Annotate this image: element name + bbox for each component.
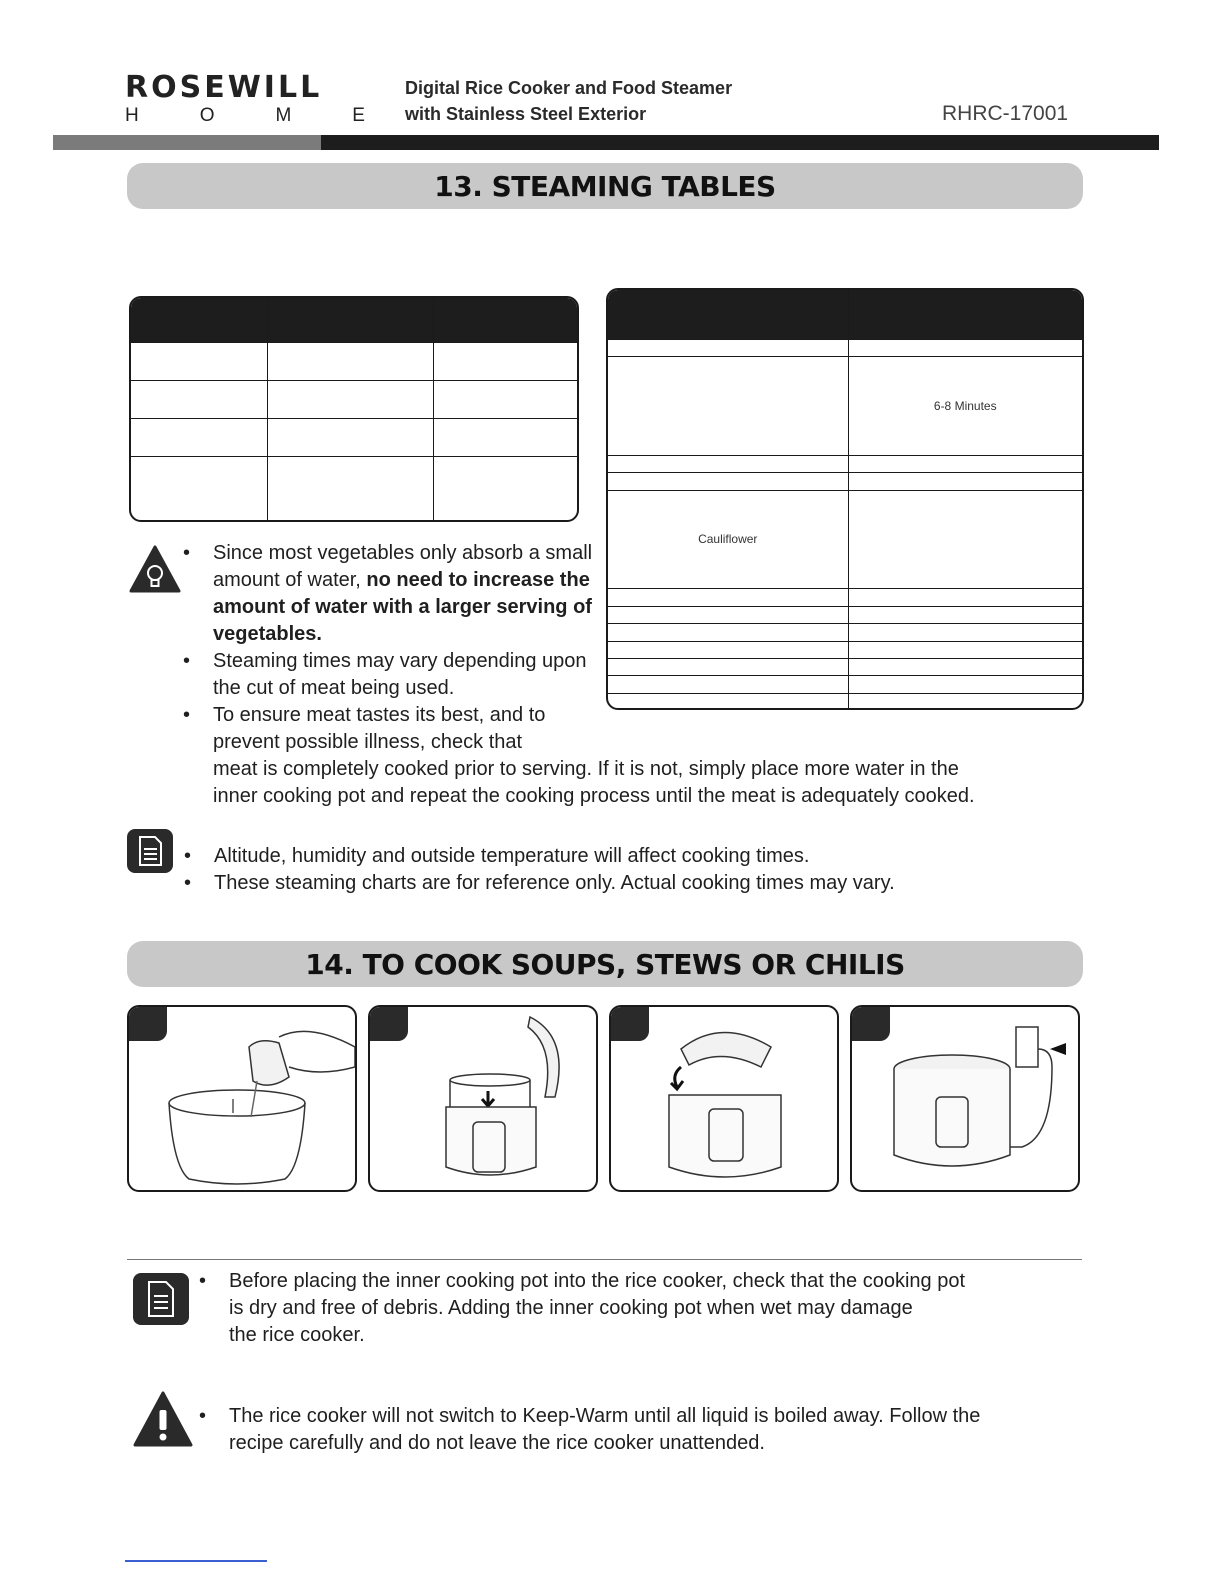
product-title: Digital Rice Cooker and Food Steamer with Stainless Steel Exterior xyxy=(405,78,733,124)
note-bullets-2 xyxy=(199,1268,1109,1349)
table-row xyxy=(608,339,1082,356)
header-bar-black xyxy=(321,135,1159,150)
section-divider xyxy=(127,1259,1082,1260)
table-header-cell xyxy=(848,290,1082,339)
step-4-illustration xyxy=(850,1005,1080,1192)
steaming-table-vegetables xyxy=(606,288,1084,710)
table-row xyxy=(608,589,1082,606)
list-item: • Steaming times may vary depending upon the cut of meat being used. xyxy=(183,650,587,699)
note-bullets xyxy=(184,843,1094,897)
header-bar-grey xyxy=(53,135,321,150)
steaming-table-meat xyxy=(129,296,579,522)
table-row xyxy=(131,380,577,418)
table-row xyxy=(131,456,577,520)
exclamation-warning-icon xyxy=(132,1390,194,1448)
table-row xyxy=(608,641,1082,658)
pour-water-icon xyxy=(129,1007,357,1192)
list-item: • These steaming charts are for reference only. Actual cooking times may vary. xyxy=(184,872,895,894)
brand-letter: M xyxy=(275,105,292,126)
plug-in-icon xyxy=(852,1007,1080,1192)
tip-bullet-continued: prevent possible illness, check that meat is completely cooked prior to serving. If it is not, simply place more water in the inner cooking pot and repeat the cooking process until the meat is adequately cooked. xyxy=(213,731,975,807)
table-header-cell xyxy=(267,298,433,342)
footer-link-line xyxy=(125,1560,267,1562)
table-header-cell xyxy=(433,298,577,342)
insert-pot-icon xyxy=(370,1007,598,1192)
lightbulb-warning-icon xyxy=(129,544,181,594)
step-1-illustration xyxy=(127,1005,357,1192)
brand-letter: O xyxy=(199,105,215,126)
table-row xyxy=(608,606,1082,623)
table-row xyxy=(608,624,1082,641)
table-row xyxy=(608,659,1082,676)
note-document-icon xyxy=(133,1273,189,1325)
step-2-illustration xyxy=(368,1005,598,1192)
brand-letter: E xyxy=(352,105,365,126)
table-row xyxy=(131,342,577,380)
table-row xyxy=(131,418,577,456)
list-item: • Before placing the inner cooking pot into the rice cooker, check that the cooking pot is dry and free of debris. Adding the inner cooking pot when wet may damage the rice cooker. xyxy=(199,1270,966,1346)
table-row xyxy=(608,693,1082,708)
brand-logo-subtitle xyxy=(125,105,365,127)
table-header-cell xyxy=(608,290,848,339)
list-item: • Since most vegetables only absorb a small amount of water, no need to increase the amount of water with a larger serving of vegetables. xyxy=(183,542,593,645)
table-row: 6-8 Minutes xyxy=(608,356,1082,455)
section-13-banner: 13. STEAMING TABLES xyxy=(127,163,1083,209)
table-row xyxy=(608,473,1082,490)
list-item: • To ensure meat tastes its best, and to xyxy=(183,704,546,726)
table-header-cell xyxy=(131,298,267,342)
warning-bullets xyxy=(199,1403,1109,1457)
table-row xyxy=(608,676,1082,693)
brand-letter: H xyxy=(125,105,139,126)
close-lid-icon xyxy=(611,1007,839,1192)
table-row: Cauliflower xyxy=(608,490,1082,589)
list-item: • Altitude, humidity and outside temperature will affect cooking times. xyxy=(184,845,810,867)
section-14-banner: 14. TO COOK SOUPS, STEWS OR CHILIS xyxy=(127,941,1083,987)
step-3-illustration xyxy=(609,1005,839,1192)
model-number: RHRC-17001 xyxy=(942,102,1069,125)
brand-logo: ROSEWILL xyxy=(125,70,323,105)
tip-bullets xyxy=(183,540,603,729)
list-item: • The rice cooker will not switch to Keep-Warm until all liquid is boiled away. Follow the recipe carefully and do not leave the rice cooker unattended. xyxy=(199,1405,981,1454)
note-document-icon xyxy=(127,829,173,873)
table-row xyxy=(608,455,1082,472)
